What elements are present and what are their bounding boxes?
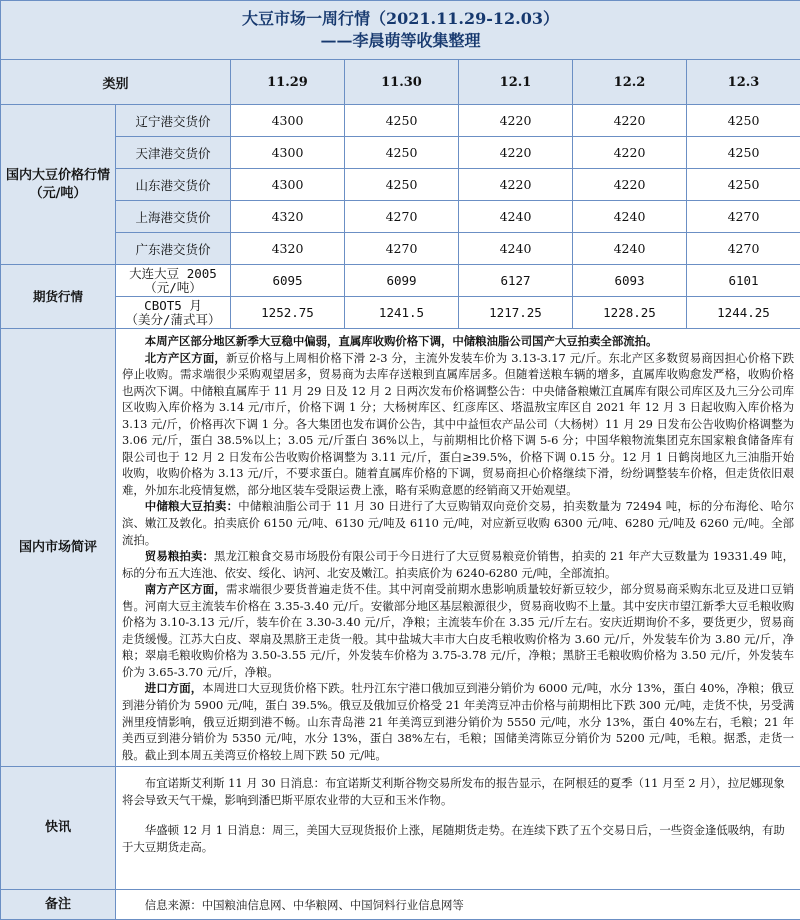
title-line-2: ——李晨萌等收集整理 [1, 30, 800, 52]
price-cell: 4220 [573, 169, 687, 201]
news-label: 快讯 [1, 767, 116, 890]
price-cell: 4320 [231, 233, 345, 265]
price-cell: 4320 [231, 201, 345, 233]
price-cell: 4220 [573, 105, 687, 137]
futures-cell: 6093 [573, 265, 687, 297]
report-title [1, 1, 800, 60]
header-row [1, 60, 800, 105]
date-header: 12.2 [573, 60, 687, 105]
news-item: 华盛顿 12 月 1 日消息：周三，美国大豆现货报价上涨，尾随期货走势。在连续下跌了五个交易日后，一些资金逢低吸纳，有助于大豆期货走高。 [122, 822, 794, 856]
market-review-text [116, 329, 800, 767]
price-cell: 4250 [687, 169, 800, 201]
price-cell: 4270 [345, 233, 459, 265]
price-cell: 4250 [345, 137, 459, 169]
futures-name [116, 297, 231, 329]
futures-cell: 1217.25 [459, 297, 573, 329]
price-cell: 4220 [459, 105, 573, 137]
futures-row [1, 297, 800, 329]
futures-cell: 6127 [459, 265, 573, 297]
price-cell: 4250 [687, 137, 800, 169]
price-row [1, 105, 800, 137]
futures-cell: 1241.5 [345, 297, 459, 329]
category-header: 类别 [1, 60, 231, 105]
note-label: 备注 [1, 890, 116, 920]
futures-cell: 6095 [231, 265, 345, 297]
review-north: 北方产区方面，新豆价格与上周相价格下滑 2-3 分，主流外发装车价为 3.13-3.17 元/斤。东北产区多数贸易商因担心价格下跌停止收购。需求端很少采购观望居多，贸易商为去库存送粮到直属库居多。但随着送粮车辆的增多，直属库收购愈发严格，收购价格也两次下调。中储粮直属库于 11 月 29 日及 12 月 2 日两次发布价格调整公告：中央储备粮嫩江直属库有限公司库区及九三分公司库区收购入库价格为 3.14 元/市斤，价格下调 1 分；大杨树库区、红彦库区、塔温敖宝库区自 2021 年 12 月 3 日起收购入库价格为 3.13 元/斤，价格再次下调 1 分。各大集团也发布调价公告，其中中益恒农产品公司（大杨树）11 月 29 日发布公告收购价格调整为 3.06 元/斤，蛋白 38.5%以上；3.05 元/斤蛋白 36%以上，与前期相比价格下调 5-6 分；中国华粮物流集团克东国家粮食储备库有限公司也于 12 月 2 日发布公告收购价格调整为 3.11 元/斤，蛋白≥39.5%，价格下调 0.15 分。12 月 1 日鹤岗地区九三油脂开始收购，收购价格为 3.13 元/斤，不要求蛋白。随着直属库价格的下调，贸易商担心价格继续下滑，纷纷调整装车价格，但走货依旧艰难，外加东北疫情复燃，部分地区装车受限运费上涨，略有采购意愿的经销商又开始观望。 [122, 350, 794, 499]
date-header: 11.29 [231, 60, 345, 105]
port-name: 天津港交货价 [116, 137, 231, 169]
review-south: 南方产区方面，需求端很少要货普遍走货不佳。其中河南受前期水患影响质量较好新豆较少，部分贸易商采购东北豆及进口豆销售。河南大豆主流装车价格在 3.35-3.40 元/斤。安徽部分地区基层粮源很少，贸易商收购不上量。其中安庆市望江新季大豆毛粮收购价格为 3.10-3.13 元/斤，装车价在 3.30-3.40 元/斤，净粮；主流装车价在 3.35 元/斤左右。安庆近期询价不多，要货更少，贸易商走货缓慢。江苏大白皮、翠扇及黑脐王走货一般。其中盐城大丰市大白皮毛粮收购价格为 3.60 元/斤，外发装车价为 3.80 元/斤，净粮；翠扇毛粮收购价格为 3.50-3.55 元/斤，外发装车价格为 3.75-3.78 元/斤，净粮；黑脐王毛粮收购价格为 3.50 元/斤，外发装车价为 3.65-3.70 元/斤，净粮。 [122, 581, 794, 680]
futures-cell: 1228.25 [573, 297, 687, 329]
price-cell: 4250 [345, 169, 459, 201]
futures-cell: 6099 [345, 265, 459, 297]
port-name: 广东港交货价 [116, 233, 231, 265]
review-sinograin: 中储粮大豆拍卖：中储粮油脂公司于 11 月 30 日进行了大豆购销双向竞价交易，拍卖数量为 72494 吨，标的分布海伦、哈尔滨、嫩江及敦化。拍卖底价 6150 元/吨、6130 元/吨及 6110 元/吨，对应新豆收购 6300 元/吨、6280 元/吨及 6260 元/吨。全部流拍。 [122, 498, 794, 548]
futures-cell: 1252.75 [231, 297, 345, 329]
domestic-price-label: 国内大豆价格行情（元/吨） [1, 105, 116, 265]
futures-name [116, 265, 231, 297]
price-cell: 4250 [687, 105, 800, 137]
news-item: 布宜诺斯艾利斯 11 月 30 日消息：布宜诺斯艾利斯谷物交易所发布的报告显示，在阿根廷的夏季（11 月至 2 月），拉尼娜现象将会导致天气干燥，影响到潘巴斯平原农业带的大豆和玉米作物。 [122, 775, 794, 809]
futures-label: 期货行情 [1, 265, 116, 329]
futures-name-line-1: 大连大豆 2005 [116, 267, 230, 281]
review-summary: 本周产区部分地区新季大豆稳中偏弱，直属库收购价格下调，中储粮油脂公司国产大豆拍卖全部流拍。 [122, 333, 794, 350]
futures-name-line-2: （美分/蒲式耳） [116, 313, 230, 327]
futures-name-line-1: CBOT5 月 [116, 299, 230, 313]
note-row [1, 890, 800, 920]
price-cell: 4270 [687, 233, 800, 265]
futures-name-line-2: （元/吨） [116, 281, 230, 295]
futures-cell: 1244.25 [687, 297, 800, 329]
price-cell: 4270 [345, 201, 459, 233]
price-cell: 4250 [345, 105, 459, 137]
title-line-1: 大豆市场一周行情（2021.11.29-12.03） [1, 8, 800, 30]
date-header: 11.30 [345, 60, 459, 105]
price-cell: 4240 [573, 233, 687, 265]
date-header: 12.3 [687, 60, 800, 105]
price-cell: 4240 [459, 201, 573, 233]
port-name: 辽宁港交货价 [116, 105, 231, 137]
note-text: 信息来源：中国粮油信息网、中华粮网、中国饲料行业信息网等 [116, 890, 800, 920]
price-row [1, 201, 800, 233]
price-cell: 4300 [231, 169, 345, 201]
date-header: 12.1 [459, 60, 573, 105]
price-cell: 4300 [231, 105, 345, 137]
futures-cell: 6101 [687, 265, 800, 297]
review-trade: 贸易粮拍卖：黑龙江粮食交易市场股份有限公司于今日进行了大豆贸易粮竞价销售，拍卖的 21 年产大豆数量为 19331.49 吨，标的分布五大连池、依安、绥化、讷河、北安及嫩江。拍卖底价为 6240-6280 元/吨，全部流拍。 [122, 548, 794, 581]
market-review-label: 国内市场简评 [1, 329, 116, 767]
price-cell: 4300 [231, 137, 345, 169]
price-row [1, 169, 800, 201]
price-cell: 4240 [459, 233, 573, 265]
review-import: 进口方面，本周进口大豆现货价格下跌。牡丹江东宁港口俄加豆到港分销价为 6000 元/吨，水分 13%，蛋白 40%，净粮；俄豆到港分销价为 5900 元/吨，蛋白 39.5%。俄豆及俄加豆价格受 21 年美湾豆冲击价格与前期相比下跌 300 元/吨，走货不快，另受满洲里疫情影响，俄豆近期到港不畅。山东青岛港 21 年美湾豆到港分销价为 5550 元/吨，水分 13%，蛋白 40%左右，毛粮；21 年美西豆到港分销价为 5350 元/吨，水分 13%，蛋白 38%左右，毛粮；国储美湾陈豆分销价为 5200 元/吨，毛粮。据悉，走货一般。截止到本周五美湾豆价格较上周下跌 50 元/吨。 [122, 680, 794, 763]
price-cell: 4270 [687, 201, 800, 233]
price-cell: 4220 [459, 169, 573, 201]
market-review-row [1, 329, 800, 767]
price-cell: 4220 [459, 137, 573, 169]
news-row [1, 767, 800, 890]
price-cell: 4220 [573, 137, 687, 169]
port-name: 上海港交货价 [116, 201, 231, 233]
price-row [1, 137, 800, 169]
news-text [116, 767, 800, 890]
price-row [1, 233, 800, 265]
price-cell: 4240 [573, 201, 687, 233]
port-name: 山东港交货价 [116, 169, 231, 201]
futures-row [1, 265, 800, 297]
